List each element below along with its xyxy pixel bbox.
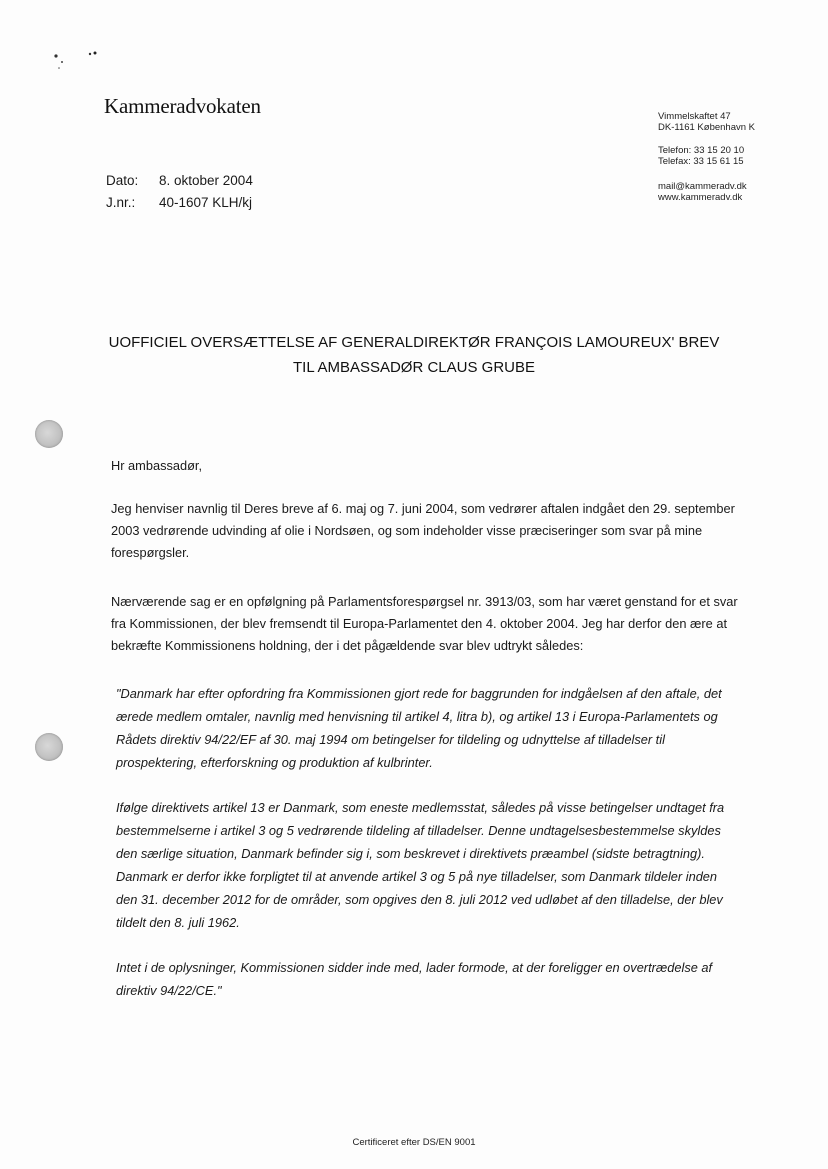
date-row	[106, 170, 253, 192]
punch-hole-top	[35, 420, 63, 448]
letterhead-street-address	[658, 111, 755, 133]
title-line-1: UOFFICIEL OVERSÆTTELSE AF GENERALDIREKTØR FRANÇOIS LAMOUREUX' BREV	[108, 334, 720, 351]
letterhead-web-block	[658, 181, 747, 203]
document-title	[0, 330, 828, 380]
email-line: mail@kammeradv.dk	[658, 181, 747, 192]
date-label: Dato:	[106, 173, 139, 188]
letterhead-logo: Kammeradvokaten	[104, 94, 261, 118]
reference-row	[106, 192, 253, 214]
website-line: www.kammeradv.dk	[658, 192, 743, 203]
footer-certification: Certificeret efter DS/EN 9001	[352, 1137, 476, 1148]
quote-paragraph-1: "Danmark har efter opfordring fra Kommissionen gjort rede for baggrunden for indgåelsen af den aftale, det ærede medlem omtaler, navnlig med henvisning til artikel 4, litra b), og artikel 13 i Europa-Parlamentets og Rådets direktiv 94/22/EF af 30. maj 1994 om betingelser for tildeling og udnyttelse af tilladelser til prospektering, efterforskning og produktion af kulbrinter.	[116, 686, 722, 770]
telefax-line: Telefax: 33 15 61 15	[658, 156, 744, 167]
body-paragraph-1: Jeg henviser navnlig til Deres breve af 6. maj og 7. juni 2004, som vedrører aftalen indgået den 29. september 2003 vedrørende udvinding af olie i Nordsøen, og som indeholder visse præciseringer som svar på mine forespørgsler.	[111, 501, 735, 560]
quote-paragraph-2: Ifølge direktivets artikel 13 er Danmark, som eneste medlemsstat, således på visse betingelser undtaget fra bestemmelserne i artikel 3 og 5 vedrørende tildeling af tilladelser. Denne undtagelsesbestemmelse skyldes den særlige situation, Danmark befinder sig i, som beskrevet i direktivets præambel (sidste betragtning). Danmark er derfor ikke forpligtet til at anvende artikel 3 og 5 på nye tilladelser, som Danmark tildeler inden den 31. december 2012 for de områder, som opgives den 8. juli 2012 ved udløbet af den tilladelse, der blev tildelt den 8. juli 1962.	[116, 800, 725, 930]
punch-hole-bottom	[35, 733, 63, 761]
salutation: Hr ambassadør,	[111, 458, 203, 473]
reference-label: J.nr.:	[106, 195, 136, 210]
body-paragraph-2: Nærværende sag er en opfølgning på Parlamentsforespørgsel nr. 3913/03, som har været genstand for et svar fra Kommissionen, der blev fremsendt til Europa-Parlamentet den 4. oktober 2004. Jeg har derfor den ære at bekræfte Kommissionens holdning, der i det pågældende svar blev udtrykt således:	[111, 594, 738, 653]
date-value: 8. oktober 2004	[159, 173, 253, 188]
street-line: Vimmelskaftet 47	[658, 111, 731, 122]
title-line-2: TIL AMBASSADØR CLAUS GRUBE	[292, 359, 535, 376]
telefon-line: Telefon: 33 15 20 10	[658, 145, 745, 156]
quote-paragraph-3: Intet i de oplysninger, Kommissionen sidder inde med, lader formode, at der foreligger en overtrædelse af direktiv 94/22/CE."	[116, 960, 713, 998]
scan-specks-icon	[50, 48, 110, 72]
letter-meta	[106, 170, 253, 214]
reference-value: 40-1607 KLH/kj	[159, 195, 253, 210]
city-line: DK-1161 København K	[658, 122, 755, 133]
letterhead-phone-block	[658, 145, 744, 167]
